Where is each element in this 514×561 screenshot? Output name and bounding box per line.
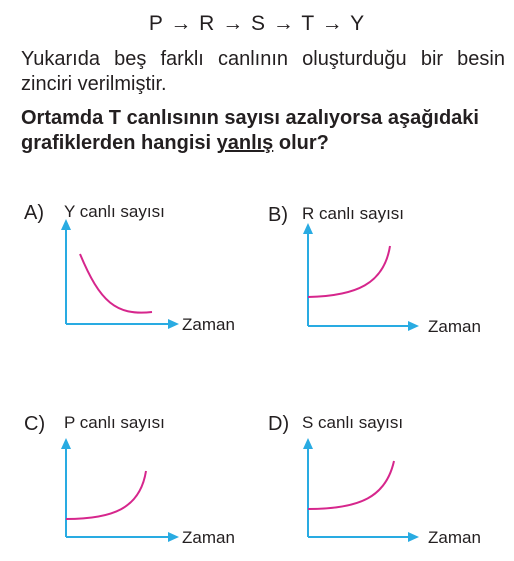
arrow-right-icon: → — [222, 12, 245, 35]
chain-item-s: S — [251, 12, 267, 35]
option-x-label: Zaman — [428, 528, 481, 547]
option-letter: B) — [268, 204, 288, 226]
intro-text: Yukarıda beş farklı canlının oluşturduğu bir besin zinciri verilmiştir. — [21, 48, 505, 95]
option-y-label: P canlı sayısı — [64, 413, 165, 432]
arrow-right-icon: → — [321, 12, 344, 35]
chain-item-p: P — [148, 12, 164, 35]
option-x-label: Zaman — [182, 315, 235, 334]
question-underlined: yanlış — [216, 132, 274, 154]
option-c[interactable] — [24, 413, 264, 553]
chain-item-t: T — [301, 12, 315, 35]
food-chain — [0, 12, 514, 36]
arrow-right-icon: → — [272, 12, 295, 35]
y-axis-arrow-icon — [303, 438, 313, 449]
option-letter: A) — [24, 202, 44, 224]
option-x-label: Zaman — [182, 528, 235, 547]
x-axis-arrow-icon — [408, 321, 419, 331]
option-y-label: Y canlı sayısı — [64, 202, 165, 221]
trend-curve — [308, 461, 394, 509]
option-y-label: R canlı sayısı — [302, 204, 405, 223]
y-axis-arrow-icon — [61, 438, 71, 449]
trend-curve — [308, 246, 390, 297]
trend-curve — [66, 471, 146, 519]
y-axis-arrow-icon — [303, 223, 313, 234]
arrow-right-icon: → — [170, 12, 193, 35]
option-y-label: S canlı sayısı — [302, 413, 404, 432]
trend-curve — [80, 254, 152, 313]
x-axis-arrow-icon — [168, 319, 179, 329]
option-b[interactable] — [268, 204, 508, 344]
question-text — [21, 106, 505, 156]
x-axis-arrow-icon — [408, 532, 419, 542]
x-axis-arrow-icon — [168, 532, 179, 542]
option-a[interactable] — [24, 202, 264, 342]
option-letter: C) — [24, 413, 46, 435]
chain-item-y: Y — [350, 12, 366, 35]
question-part2: olur? — [273, 132, 329, 154]
option-d[interactable] — [268, 413, 508, 553]
option-x-label: Zaman — [428, 317, 481, 336]
chain-item-r: R — [199, 12, 216, 35]
question-part1: Ortamda T canlısının sayısı azalıyorsa aşağıdaki grafiklerden hangisi — [21, 107, 479, 154]
y-axis-arrow-icon — [61, 219, 71, 230]
option-letter: D) — [268, 413, 290, 435]
